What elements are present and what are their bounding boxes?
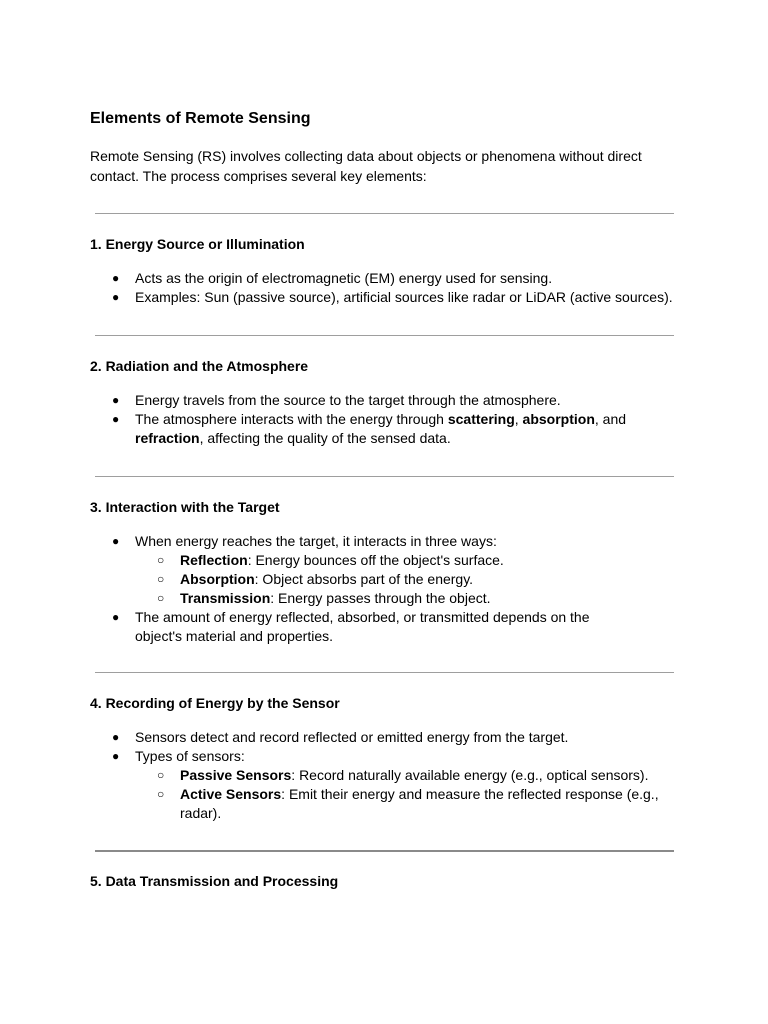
bullet-circle-icon: ○	[157, 572, 165, 586]
term-label: Passive Sensors	[180, 767, 292, 783]
list-item-text: When energy reaches the target, it interacts in three ways:	[135, 533, 497, 549]
term-refraction: refraction	[135, 430, 200, 446]
section-heading-2: 2. Radiation and the Atmosphere	[90, 358, 309, 374]
list-item-text: , and	[594, 411, 627, 427]
sub-list-item	[135, 551, 660, 570]
list-item-text: Types of sensors:	[135, 748, 245, 764]
list-item-text: The atmosphere interacts with the energy through	[135, 411, 448, 427]
list-item	[90, 269, 685, 288]
sub-item-text: : Energy passes through the object.	[270, 590, 491, 606]
divider-2	[95, 335, 674, 336]
term-label: Absorption	[180, 571, 255, 587]
bullet-disc-icon: ●	[112, 290, 120, 304]
list-item	[90, 532, 685, 608]
sub-list	[135, 551, 685, 608]
sub-list-item	[135, 766, 660, 785]
sub-list-item	[135, 570, 660, 589]
term-label: Reflection	[180, 552, 248, 568]
divider-4	[95, 672, 674, 673]
list-item	[90, 288, 685, 307]
section-heading-3: 3. Interaction with the Target	[90, 499, 280, 515]
bullet-disc-icon: ●	[112, 749, 120, 763]
list-item-text: The amount of energy reflected, absorbed, or transmitted depends on the object's material and properties.	[135, 609, 590, 644]
list-item-text: Sensors detect and record reflected or emitted energy from the target.	[135, 729, 569, 745]
sub-item-text: : Emit their energy and measure the reflected response (e.g., radar).	[180, 786, 659, 821]
list-item-text: ,	[514, 411, 523, 427]
bullet-disc-icon: ●	[112, 393, 120, 407]
section-list-2	[90, 391, 685, 448]
section-list-4	[90, 728, 685, 823]
section-heading-4: 4. Recording of Energy by the Sensor	[90, 695, 340, 711]
bullet-circle-icon: ○	[157, 591, 165, 605]
sub-list	[135, 766, 685, 823]
bullet-disc-icon: ●	[112, 271, 120, 285]
bullet-circle-icon: ○	[157, 768, 165, 782]
sub-item-text: : Energy bounces off the object's surface.	[247, 552, 504, 568]
list-item-text: Energy travels from the source to the target through the atmosphere.	[135, 392, 561, 408]
sub-list-item	[135, 589, 660, 608]
list-item-text: Examples: Sun (passive source), artificial sources like radar or LiDAR (active sources).	[135, 289, 673, 305]
term-label: Transmission	[180, 590, 271, 606]
section-list-1	[90, 269, 685, 307]
list-item	[90, 391, 685, 410]
sub-item-text: : Object absorbs part of the energy.	[254, 571, 474, 587]
list-item	[90, 608, 635, 646]
sub-list-item	[135, 785, 660, 823]
term-scattering: scattering	[447, 411, 515, 427]
bullet-circle-icon: ○	[157, 553, 165, 567]
bullet-disc-icon: ●	[112, 412, 120, 426]
bullet-disc-icon: ●	[112, 610, 120, 624]
page-title: Elements of Remote Sensing	[90, 110, 311, 127]
list-item	[90, 410, 630, 448]
section-list-3	[90, 532, 685, 646]
bullet-disc-icon: ●	[112, 730, 120, 744]
section-heading-1: 1. Energy Source or Illumination	[90, 236, 305, 252]
term-label: Active Sensors	[180, 786, 282, 802]
divider-1	[95, 213, 674, 214]
bullet-circle-icon: ○	[157, 787, 165, 801]
intro-paragraph: Remote Sensing (RS) involves collecting data about objects or phenomena without direct contact. The process comprises several key elements:	[90, 148, 642, 184]
term-absorption: absorption	[522, 411, 595, 427]
list-item	[90, 747, 685, 823]
section-heading-5: 5. Data Transmission and Processing	[90, 873, 339, 889]
list-item-text: Acts as the origin of electromagnetic (EM) energy used for sensing.	[135, 270, 553, 286]
list-item-text: , affecting the quality of the sensed data.	[199, 430, 451, 446]
divider-5	[95, 850, 674, 852]
bullet-disc-icon: ●	[112, 534, 120, 548]
list-item	[90, 728, 685, 747]
sub-item-text: : Record naturally available energy (e.g., optical sensors).	[291, 767, 649, 783]
divider-3	[95, 476, 674, 477]
